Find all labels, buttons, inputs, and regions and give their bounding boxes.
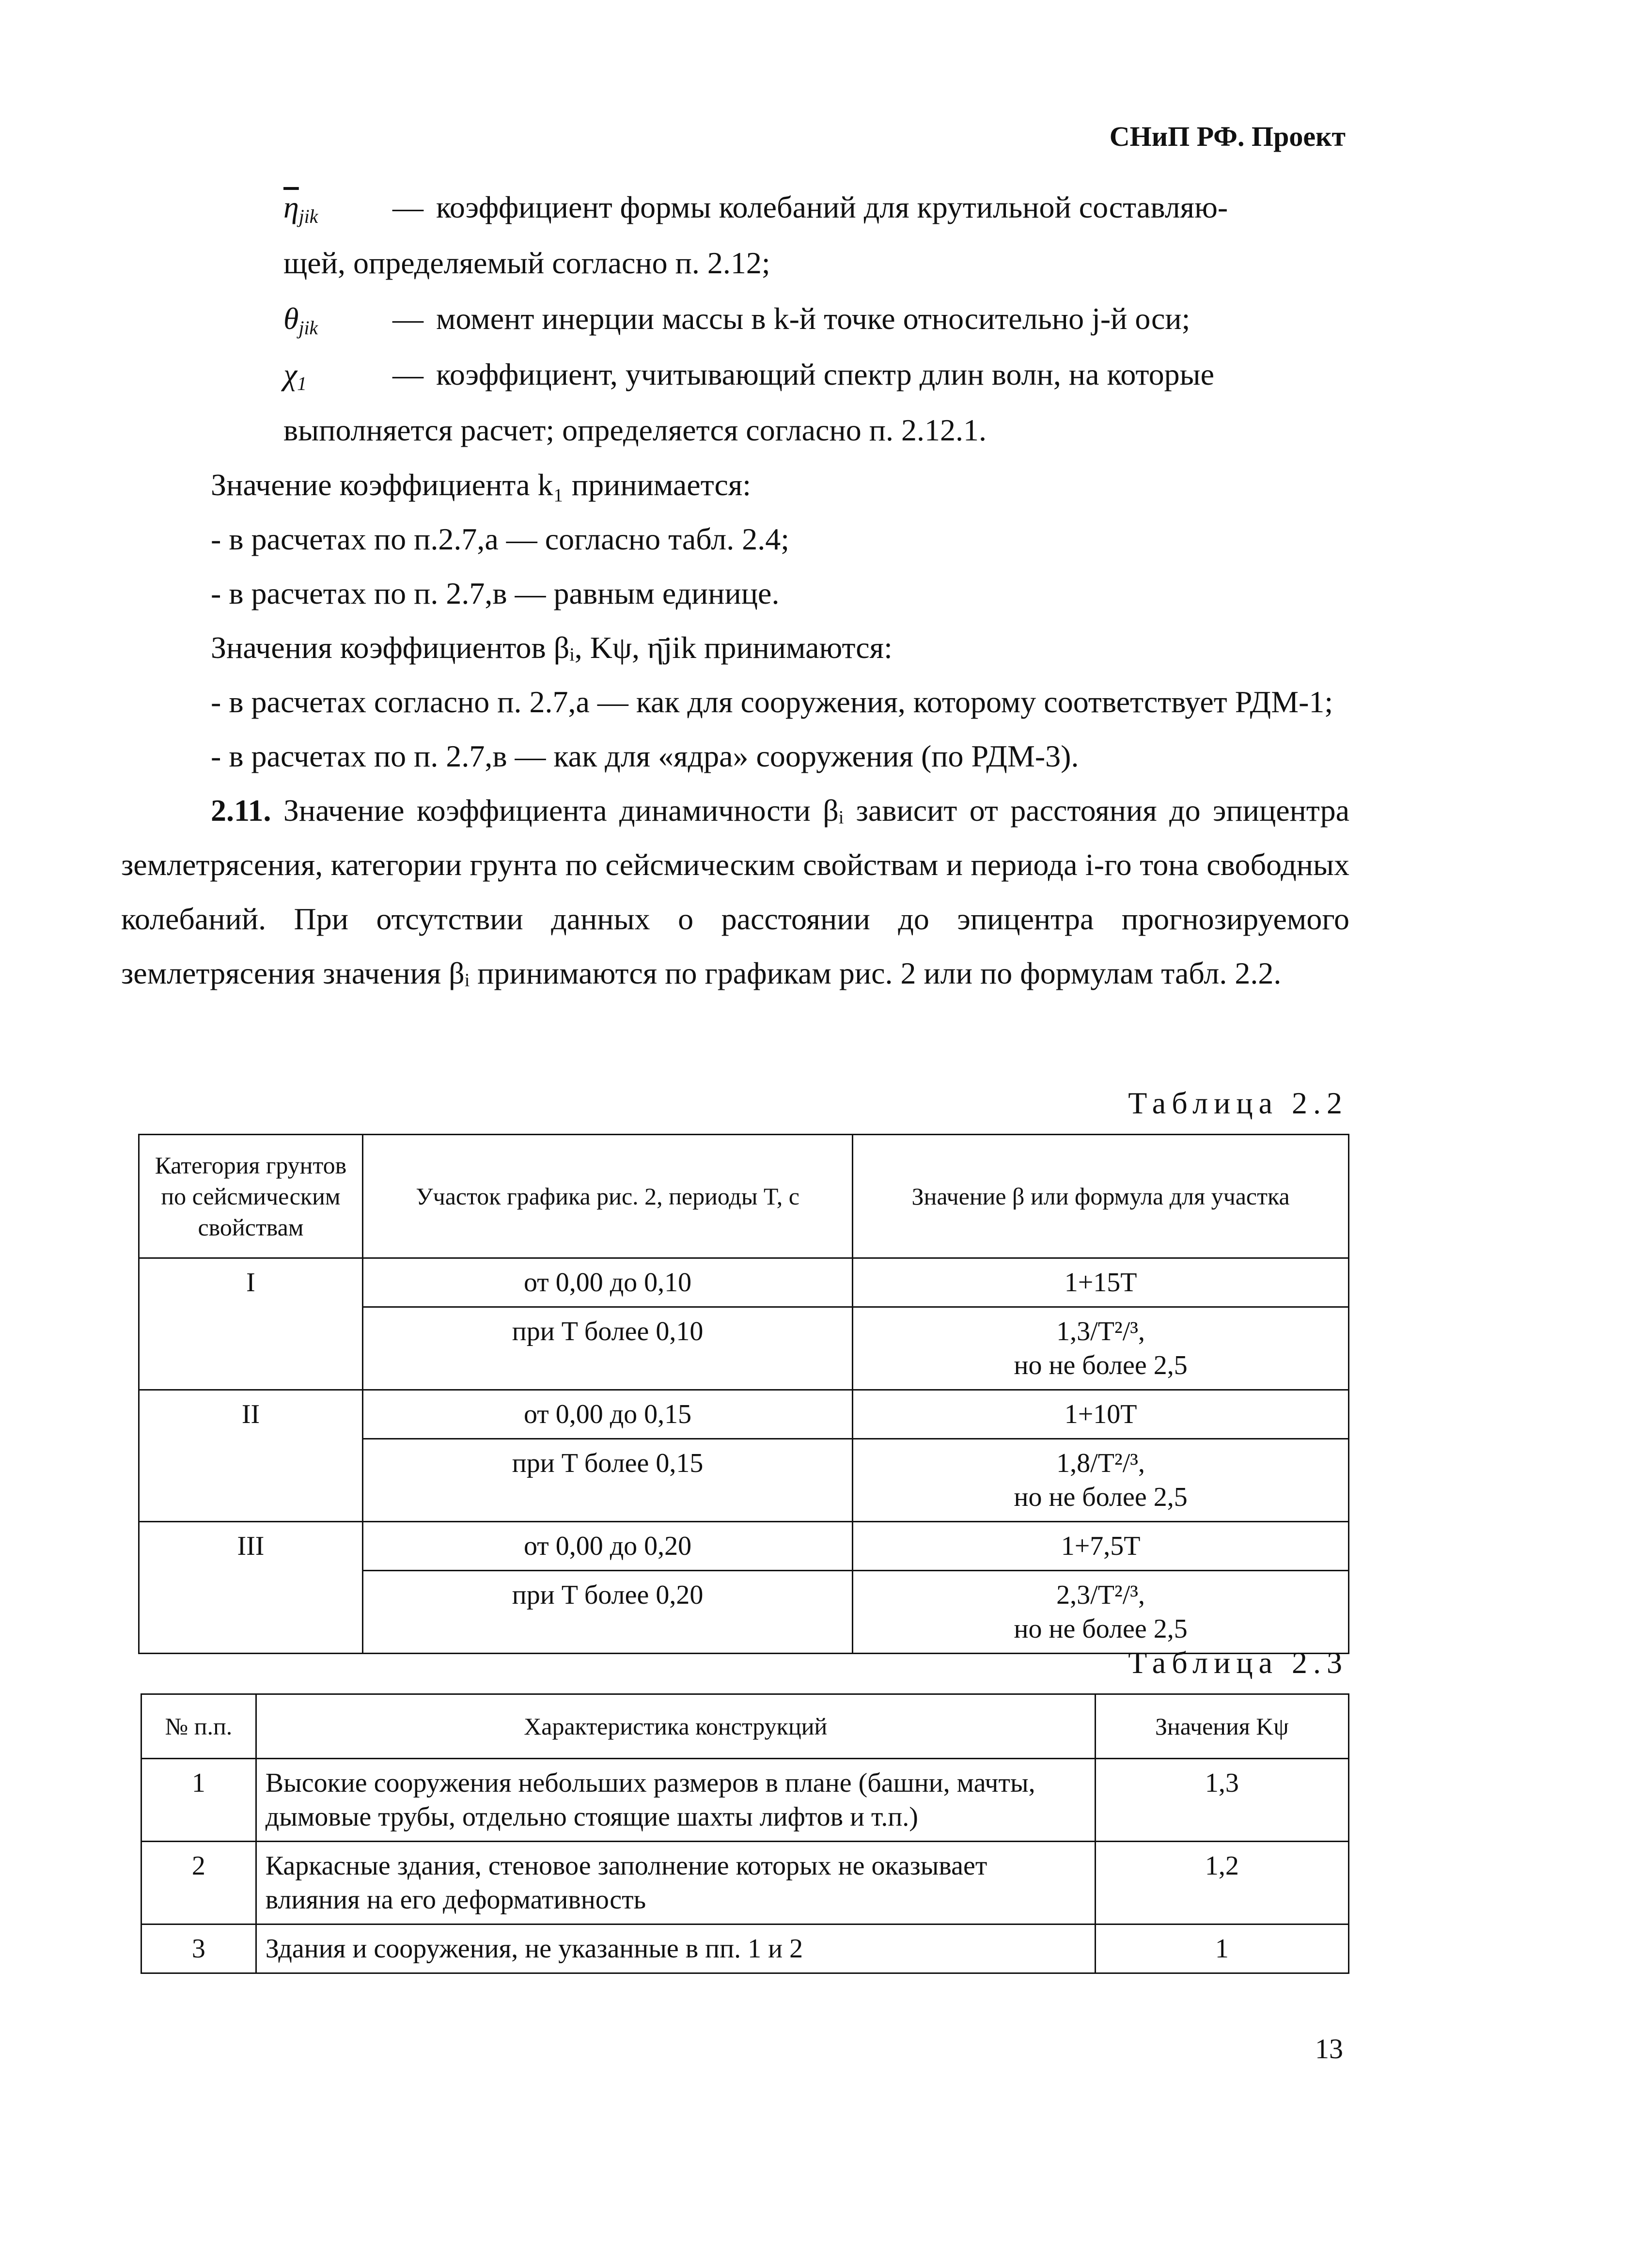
definition-theta bbox=[283, 291, 1349, 346]
segment-cell: от 0,00 до 0,15 bbox=[362, 1390, 852, 1439]
paragraph: - в расчетах по п. 2.7,в — как для «ядра» сооружения (по РДМ-3). bbox=[211, 739, 1079, 773]
paragraph-text: Значение коэффициента динамичности βᵢ зависит от расстояния до эпицентра землетрясения, категории грунта по сейсмическим свойствам и периода i-го тона свободных колебаний. При отсутствии данных о расстоянии до эпицентра прогнозируемого землетрясения значения βᵢ принимаются по графикам рис. 2 или по формулам табл. 2.2. bbox=[121, 793, 1350, 990]
table-row bbox=[139, 1390, 1349, 1439]
value-cell bbox=[853, 1307, 1349, 1390]
table-header-row bbox=[141, 1694, 1349, 1759]
symbol-base: θ bbox=[283, 301, 299, 336]
section-number: 2.11. bbox=[211, 793, 271, 828]
symbol-subscript: jik bbox=[298, 206, 318, 228]
description-cell: Высокие сооружения небольших размеров в плане (башни, мачты, дымовые трубы, отдельно стоящие шахты лифтов и т.п.) bbox=[256, 1759, 1095, 1842]
body-text bbox=[121, 458, 1349, 1001]
category-cell: III bbox=[139, 1522, 363, 1654]
symbol bbox=[283, 291, 392, 346]
value-limit: но не более 2,5 bbox=[1014, 1482, 1188, 1512]
definition-text: коэффициент формы колебаний для крутильной составляю- bbox=[436, 190, 1228, 224]
segment-cell: при T более 0,20 bbox=[362, 1571, 852, 1654]
value-cell bbox=[853, 1571, 1349, 1654]
value-formula: 1,3/T²/³, bbox=[1056, 1316, 1145, 1346]
paragraph: - в расчетах по п. 2.7,в — равным единице. bbox=[211, 576, 780, 610]
column-header: Значения Kψ bbox=[1095, 1694, 1348, 1759]
symbol-subscript: jik bbox=[298, 317, 318, 339]
value-formula: 2,3/T²/³, bbox=[1056, 1580, 1145, 1610]
category-cell: II bbox=[139, 1390, 363, 1522]
value-formula: 1,8/T²/³, bbox=[1056, 1448, 1145, 1478]
number-cell: 3 bbox=[141, 1924, 256, 1973]
column-header: Характеристика конструкций bbox=[256, 1694, 1095, 1759]
dash: — bbox=[392, 190, 423, 224]
definition-continuation: щей, определяемый согласно п. 2.12; bbox=[283, 246, 770, 280]
segment-cell: от 0,00 до 0,20 bbox=[362, 1522, 852, 1571]
definition-text: коэффициент, учитывающий спектр длин волн, на которые bbox=[436, 357, 1214, 391]
symbol-subscript: 1 bbox=[297, 373, 307, 395]
column-header: Категория грунтов по сейсмическим свойствам bbox=[139, 1135, 363, 1258]
value-cell: 1+10T bbox=[853, 1390, 1349, 1439]
definition-continuation: выполняется расчет; определяется согласно п. 2.12.1. bbox=[283, 413, 987, 447]
table-caption: Таблица 2.2 bbox=[1128, 1086, 1348, 1120]
definition-text: момент инерции массы в k-й точке относительно j-й оси; bbox=[436, 301, 1190, 336]
page-number: 13 bbox=[1315, 2033, 1343, 2065]
value-cell: 1+15T bbox=[853, 1258, 1349, 1307]
table-2-3 bbox=[141, 1693, 1349, 1974]
symbol bbox=[283, 346, 392, 402]
value-cell: 1+7,5T bbox=[853, 1522, 1349, 1571]
paragraph: Значение коэффициента k₁ принимается: bbox=[211, 468, 752, 502]
category-cell: I bbox=[139, 1258, 363, 1390]
value-cell: 1,2 bbox=[1095, 1842, 1348, 1924]
table-row bbox=[141, 1759, 1349, 1842]
table-row bbox=[139, 1522, 1349, 1571]
paragraph: - в расчетах согласно п. 2.7,а — как для сооружения, которому соответствует РДМ-1; bbox=[211, 685, 1333, 719]
description-cell: Каркасные здания, стеновое заполнение которых не оказывает влияния на его деформативность bbox=[256, 1842, 1095, 1924]
value-cell: 1,3 bbox=[1095, 1759, 1348, 1842]
running-header: СНиП РФ. Проект bbox=[1109, 121, 1346, 152]
segment-cell: при T более 0,10 bbox=[362, 1307, 852, 1390]
symbol-base: $\overline{\eta}$ bbox=[283, 190, 299, 224]
number-cell: 1 bbox=[141, 1759, 256, 1842]
column-header: Значение β или формула для участка bbox=[853, 1135, 1349, 1258]
definition-eta bbox=[283, 179, 1349, 235]
dash: — bbox=[392, 301, 423, 336]
table-2-2 bbox=[138, 1134, 1349, 1654]
value-cell bbox=[853, 1439, 1349, 1522]
table-row bbox=[141, 1842, 1349, 1924]
value-cell: 1 bbox=[1095, 1924, 1348, 1973]
paragraph: - в расчетах по п.2.7,а — согласно табл. 2.4; bbox=[211, 522, 789, 556]
symbol bbox=[283, 179, 392, 235]
definition-chi bbox=[283, 346, 1349, 402]
table-header-row bbox=[139, 1135, 1349, 1258]
symbol-base: χ bbox=[283, 357, 298, 391]
description-cell: Здания и сооружения, не указанные в пп. 1 и 2 bbox=[256, 1924, 1095, 1973]
symbol-definitions bbox=[283, 179, 1349, 458]
column-header: Участок графика рис. 2, периоды T, с bbox=[362, 1135, 852, 1258]
number-cell: 2 bbox=[141, 1842, 256, 1924]
table-caption: Таблица 2.3 bbox=[1128, 1645, 1348, 1680]
paragraph-2-11 bbox=[121, 783, 1349, 1001]
value-limit: но не более 2,5 bbox=[1014, 1350, 1188, 1380]
segment-cell: от 0,00 до 0,10 bbox=[362, 1258, 852, 1307]
dash: — bbox=[392, 357, 423, 391]
value-limit: но не более 2,5 bbox=[1014, 1614, 1188, 1644]
table-row bbox=[139, 1258, 1349, 1307]
paragraph: Значения коэффициентов βᵢ, Kψ, η̄jik принимаются: bbox=[211, 630, 893, 665]
column-header: № п.п. bbox=[141, 1694, 256, 1759]
table-row bbox=[141, 1924, 1349, 1973]
segment-cell: при T более 0,15 bbox=[362, 1439, 852, 1522]
